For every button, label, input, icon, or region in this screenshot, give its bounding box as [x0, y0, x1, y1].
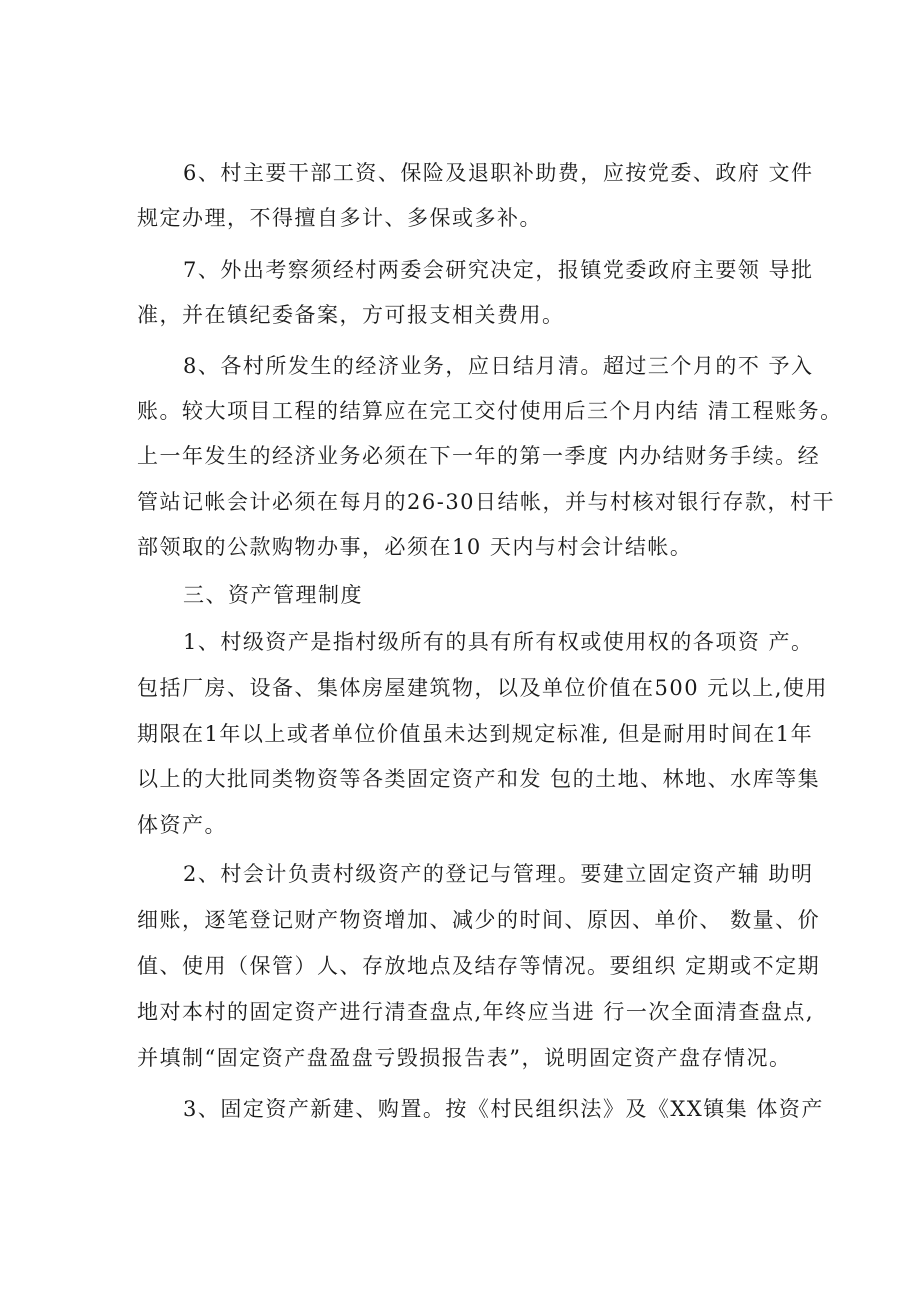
text-line: 包括厂房、设备、集体房屋建筑物，以及单位价值在500 元以上,使用: [137, 676, 828, 700]
text-line: 7、外出考察须经村两委会研究决定，报镇党委政府主要领 导批: [183, 258, 814, 282]
text-line: 3、固定资产新建、购置。按《村民组织法》及《XX镇集 体资产: [183, 1097, 824, 1121]
text-line: 并填制“固定资产盘盈盘亏毁损报告表”，说明固定资产盘存情况。: [137, 1046, 792, 1070]
text-line: 以上的大批同类物资等各类固定资产和发 包的土地、林地、水库等集: [137, 767, 821, 791]
text-line: 6、村主要干部工资、保险及退职补助费，应按党委、政府 文件: [183, 161, 814, 185]
text-line: 部领取的公款购物办事，必须在10 天内与村会计结帐。: [137, 535, 693, 559]
text-line: 准，并在镇纪委备案，方可报支相关费用。: [137, 303, 565, 327]
text-line: 体资产。: [137, 813, 227, 837]
text-line: 1、村级资产是指村级所有的具有所有权或使用权的各项资 产。: [183, 630, 814, 654]
text-line: 账。较大项目工程的结算应在完工交付使用后三个月内结 清工程账务。: [137, 399, 843, 423]
text-line: 地对本村的固定资产进行清查盘点,年终应当进 行一次全面清查盘点,: [137, 1000, 815, 1024]
text-line: 管站记帐会计必须在每月的26-30日结帐，并与村核对银行存款，村干: [137, 490, 836, 514]
text-line: 规定办理，不得擅自多计、多保或多补。: [137, 206, 542, 230]
text-line: 2、村会计负责村级资产的登记与管理。要建立固定资产辅 助明: [183, 862, 814, 886]
text-line: 值、使用（保管）人、存放地点及结存等情况。要组织 定期或不定期: [137, 954, 821, 978]
text-line: 期限在1年以上或者单位价值虽未达到规定标准, 但是耐用时间在1年: [137, 722, 814, 746]
section-heading: 三、资产管理制度: [183, 583, 363, 607]
text-line: 上一年发生的经济业务必须在下一年的第一季度 内办结财务手续。经: [137, 444, 821, 468]
text-line: 细账，逐笔登记财产物资增加、减少的时间、原因、单价、 数量、价: [137, 908, 821, 932]
text-line: 8、各村所发生的经济业务，应日结月清。超过三个月的不 予入: [183, 354, 814, 378]
